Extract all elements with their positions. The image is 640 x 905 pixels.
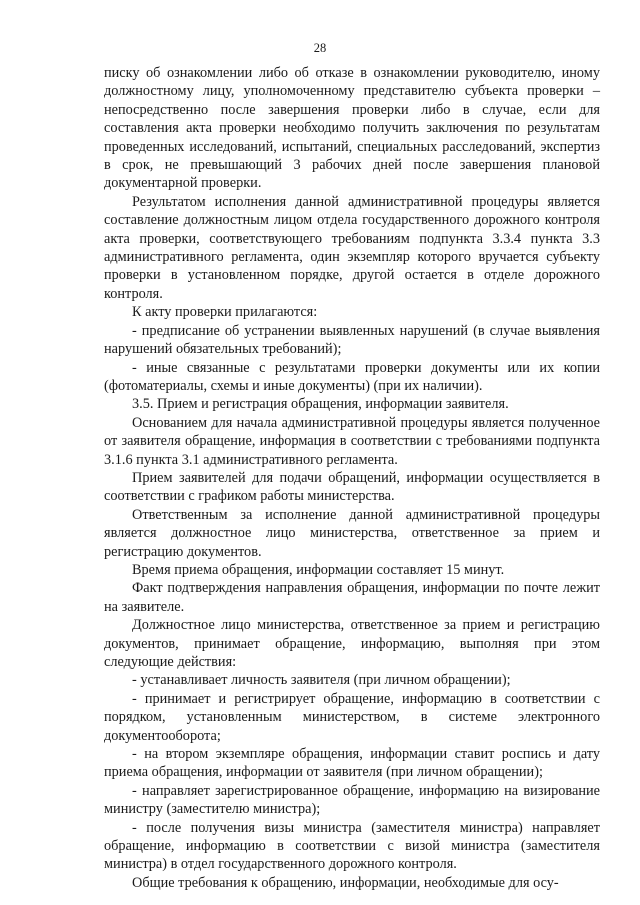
list-item-signature-date: - на втором экземпляре обращения, информации ставит роспись и дату приема обращения, информации от заявителя (при личном обращении); [104, 746, 600, 781]
page-number: 28 [313, 41, 327, 55]
section-heading-3-5: 3.5. Прием и регистрация обращения, информации заявителя. [132, 396, 509, 413]
paragraph-mail-confirmation: Факт подтверждения направления обращения, информации по почте лежит на заявителе. [104, 580, 600, 615]
paragraph-continuation: писку об ознакомлении либо об отказе в ознакомлении руководителю, иному должностному лицу, уполномоченному представителю субъекта проверки – непосредственно после завершения проверки либо в случае, если для составления акта проверки необходимо получить заключения по результатам проведенных исследований, испытаний, специальных расследований, экспертиз в срок, не превышающий 3 рабочих дней после завершения плановой документарной проверки. [104, 65, 600, 192]
paragraph-procedure-result: Результатом исполнения данной административной процедуры является составление должностным лицом отдела государственного дорожного контроля акта проверки, соответствующего требованиям подпункта 3.3.4 пункта 3.3 административного регламента, один экземпляр которого вручается субъекту проверки в установленном порядке, другой остается в отделе дорожного контроля. [104, 193, 600, 302]
list-item-identity: - устанавливает личность заявителя (при личном обращении); [132, 672, 511, 689]
paragraph-procedure-basis: Основанием для начала административной процедуры является полученное от заявителя обращение, информация в соответствии с требованиями подпункта 3.1.6 пункта 3.1 административного регламента. [104, 414, 600, 468]
list-item-after-visa: - после получения визы министра (заместителя министра) направляет обращение, информацию в соответствии с визой министра (заместителя министра) в отдел государственного дорожного контроля. [104, 819, 600, 873]
list-item-prescription: - предписание об устранении выявленных нарушений (в случае выявления нарушений обязательных требований); [104, 322, 600, 358]
list-item-registration: - принимает и регистрирует обращение, информацию в соответствии с порядком, установленным министерством, в системе электронного документооборота; [104, 690, 600, 744]
list-item-visa-routing: - направляет зарегистрированное обращение, информацию на визирование министру (заместителю министра); [104, 782, 600, 818]
paragraph-reception-schedule: Прием заявителей для подачи обращений, информации осуществляется в соответствии с графиком работы министерства. [104, 469, 600, 505]
paragraph-reception-time: Время приема обращения, информации составляет 15 минут. [132, 561, 505, 578]
paragraph-attachments-intro: К акту проверки прилагаются: [132, 304, 318, 321]
paragraph-general-requirements: Общие требования к обращению, информации, необходимые для осу- [132, 874, 559, 891]
body-text [104, 64, 600, 892]
list-item-other-documents: - иные связанные с результатами проверки документы или их копии (фотоматериалы, схемы и иные документы) (при их наличии). [104, 359, 600, 394]
paragraph-official-actions: Должностное лицо министерства, ответственное за прием и регистрацию документов, принимает обращение, информацию, выполняя при этом следующие действия: [104, 617, 600, 670]
paragraph-responsible-person: Ответственным за исполнение данной административной процедуры является должностное лицо министерства, ответственное за прием и регистрацию документов. [104, 506, 600, 560]
